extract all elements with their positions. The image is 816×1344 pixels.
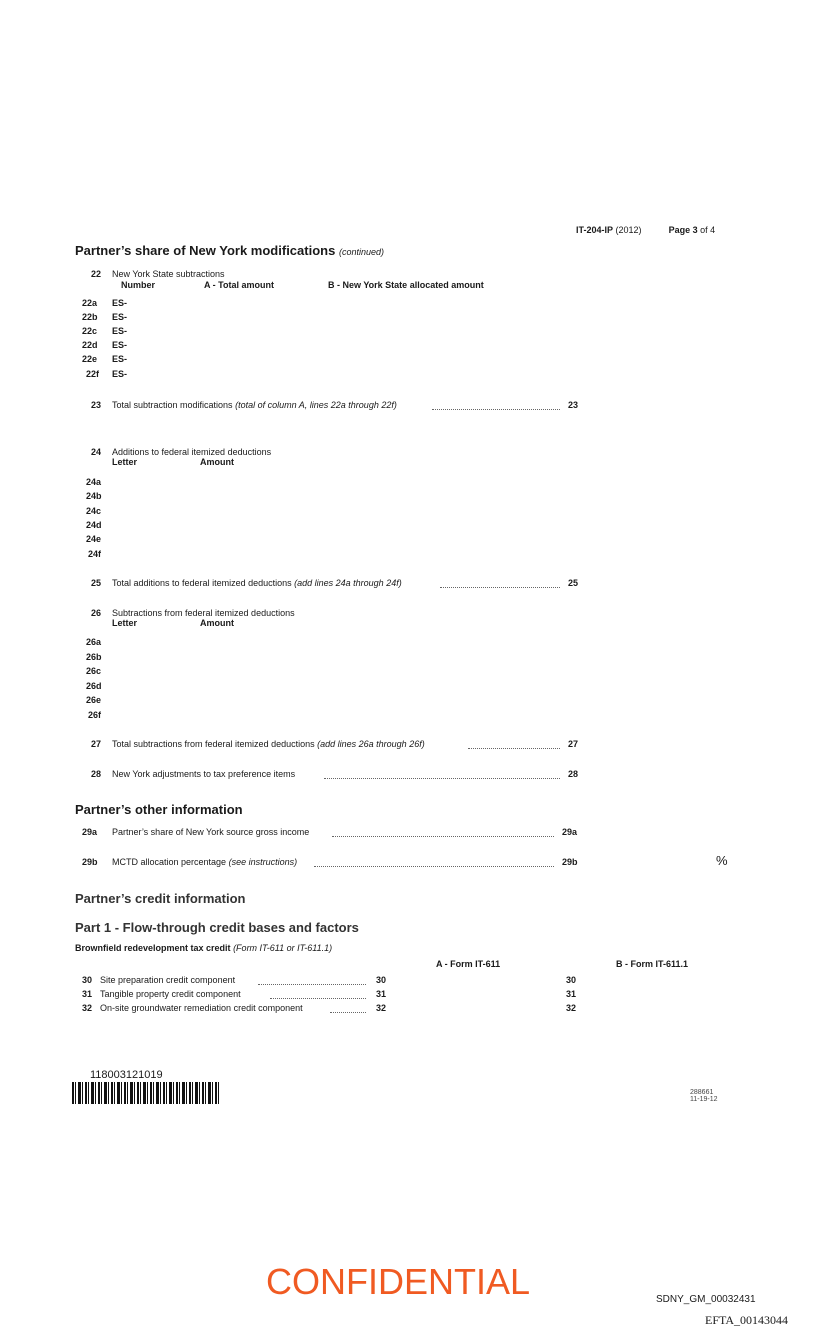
line-25-note: (add lines 24a through 24f) <box>294 578 402 588</box>
line-29a-box: 29a <box>562 827 578 837</box>
col-header-letter: Letter <box>112 457 138 467</box>
barcode <box>72 1082 220 1104</box>
row-number: 26f <box>88 710 102 720</box>
form-header <box>576 225 715 236</box>
line-31-number: 31 <box>82 989 93 999</box>
line-29a-label: Partner’s share of New York source gross income <box>112 827 310 837</box>
leader-dots <box>258 984 366 985</box>
row-number: 26c <box>86 666 102 676</box>
leader-dots <box>440 587 560 588</box>
col-header-letter: Letter <box>112 618 138 628</box>
percent-sign: % <box>716 853 728 868</box>
row-number: 24e <box>86 534 102 544</box>
row-number: 22e <box>82 354 98 364</box>
line-29b-label <box>112 857 297 868</box>
line-29b-text: MCTD allocation percentage <box>112 857 227 867</box>
form-code-line1: 288661 <box>690 1089 714 1096</box>
row-code: ES- <box>112 340 128 350</box>
section-title-modifications <box>75 243 384 260</box>
line-23-label <box>112 400 397 411</box>
brownfield-title: Brownfield redevelopment tax credit <box>75 943 231 953</box>
leader-dots <box>314 866 554 867</box>
line-30-box-a: 30 <box>376 975 387 985</box>
line-22-number: 22 <box>91 269 102 279</box>
col-header-total-amount: A - Total amount <box>204 280 274 290</box>
line-23-box: 23 <box>568 400 579 410</box>
line-26-label: Subtractions from federal itemized deductions <box>112 608 295 618</box>
section-title-credit: Partner’s credit information <box>75 891 246 906</box>
row-number: 26a <box>86 637 102 647</box>
form-year: (2012) <box>615 225 642 235</box>
leader-dots <box>270 998 366 999</box>
line-31-box-b: 31 <box>566 989 577 999</box>
confidential-stamp: CONFIDENTIAL <box>266 1261 531 1302</box>
col-header-amount: Amount <box>200 457 234 467</box>
row-number: 24d <box>86 520 102 530</box>
line-29a-number: 29a <box>82 827 98 837</box>
section-title-text: Partner’s share of New York modifications <box>75 243 336 258</box>
line-25-box: 25 <box>568 578 579 588</box>
part-1-title: Part 1 - Flow-through credit bases and factors <box>75 920 359 935</box>
line-32-number: 32 <box>82 1003 93 1013</box>
efta-number: EFTA_00143044 <box>705 1313 789 1327</box>
line-27-box: 27 <box>568 739 579 749</box>
section-title-other: Partner’s other information <box>75 802 243 817</box>
bates-number: SDNY_GM_00032431 <box>656 1294 756 1305</box>
line-27-note: (add lines 26a through 26f) <box>317 739 425 749</box>
page-number: 3 <box>692 225 698 235</box>
row-code: ES- <box>112 369 128 379</box>
row-code: ES- <box>112 298 128 308</box>
line-28-number: 28 <box>91 769 102 779</box>
col-header-form-it-611: A - Form IT-611 <box>436 959 501 969</box>
line-27-number: 27 <box>91 739 102 749</box>
line-24-number: 24 <box>91 447 102 457</box>
row-number: 26e <box>86 695 102 705</box>
line-23-text: Total subtraction modifications <box>112 400 233 410</box>
line-29b-box: 29b <box>562 857 578 867</box>
leader-dots <box>332 836 554 837</box>
line-30-label: Site preparation credit component <box>100 975 236 985</box>
row-number: 26b <box>86 652 102 662</box>
brownfield-heading <box>75 943 332 954</box>
line-31-label: Tangible property credit component <box>100 989 241 999</box>
col-header-amount: Amount <box>200 618 234 628</box>
row-code: ES- <box>112 326 128 336</box>
page-suffix: of 4 <box>700 225 716 235</box>
row-number: 22b <box>82 312 98 322</box>
line-32-label: On-site groundwater remediation credit component <box>100 1003 303 1013</box>
leader-dots <box>432 409 560 410</box>
line-24-label: Additions to federal itemized deductions <box>112 447 272 457</box>
leader-dots <box>468 748 560 749</box>
row-number: 22c <box>82 326 98 336</box>
line-25-text: Total additions to federal itemized deductions <box>112 578 292 588</box>
line-27-text: Total subtractions from federal itemized deductions <box>112 739 315 749</box>
line-30-box-b: 30 <box>566 975 577 985</box>
line-25-label <box>112 578 402 589</box>
form-code-line2: 11-19-12 <box>690 1096 718 1103</box>
barcode-number: 118003121019 <box>90 1069 163 1081</box>
line-25-number: 25 <box>91 578 102 588</box>
page-prefix: Page <box>668 225 691 235</box>
line-30-number: 30 <box>82 975 93 985</box>
line-22-label: New York State subtractions <box>112 269 225 279</box>
brownfield-note: (Form IT-611 or IT-611.1) <box>233 943 333 953</box>
row-number: 24b <box>86 491 102 501</box>
section-subtitle: (continued) <box>338 247 384 257</box>
line-32-box-b: 32 <box>566 1003 577 1013</box>
col-header-ny-allocated: B - New York State allocated amount <box>328 280 484 290</box>
row-number: 22f <box>86 369 100 379</box>
leader-dots <box>330 1012 366 1013</box>
line-23-note: (total of column A, lines 22a through 22f) <box>235 400 397 410</box>
line-29b-number: 29b <box>82 857 98 867</box>
row-code: ES- <box>112 312 128 322</box>
row-number: 24a <box>86 477 102 487</box>
line-31-box-a: 31 <box>376 989 387 999</box>
col-header-form-it-611-1: B - Form IT-611.1 <box>616 959 689 969</box>
line-28-label: New York adjustments to tax preference items <box>112 769 296 779</box>
line-23-number: 23 <box>91 400 102 410</box>
line-32-box-a: 32 <box>376 1003 387 1013</box>
row-number: 26d <box>86 681 102 691</box>
line-26-number: 26 <box>91 608 102 618</box>
line-29b-note: (see instructions) <box>228 857 298 867</box>
leader-dots <box>324 778 560 779</box>
col-header-number: Number <box>121 280 156 290</box>
row-number: 24f <box>88 549 102 559</box>
form-id: IT-204-IP <box>576 225 614 235</box>
row-number: 24c <box>86 506 102 516</box>
line-27-label <box>112 739 425 750</box>
row-code: ES- <box>112 354 128 364</box>
row-number: 22a <box>82 298 98 308</box>
line-28-box: 28 <box>568 769 579 779</box>
row-number: 22d <box>82 340 98 350</box>
